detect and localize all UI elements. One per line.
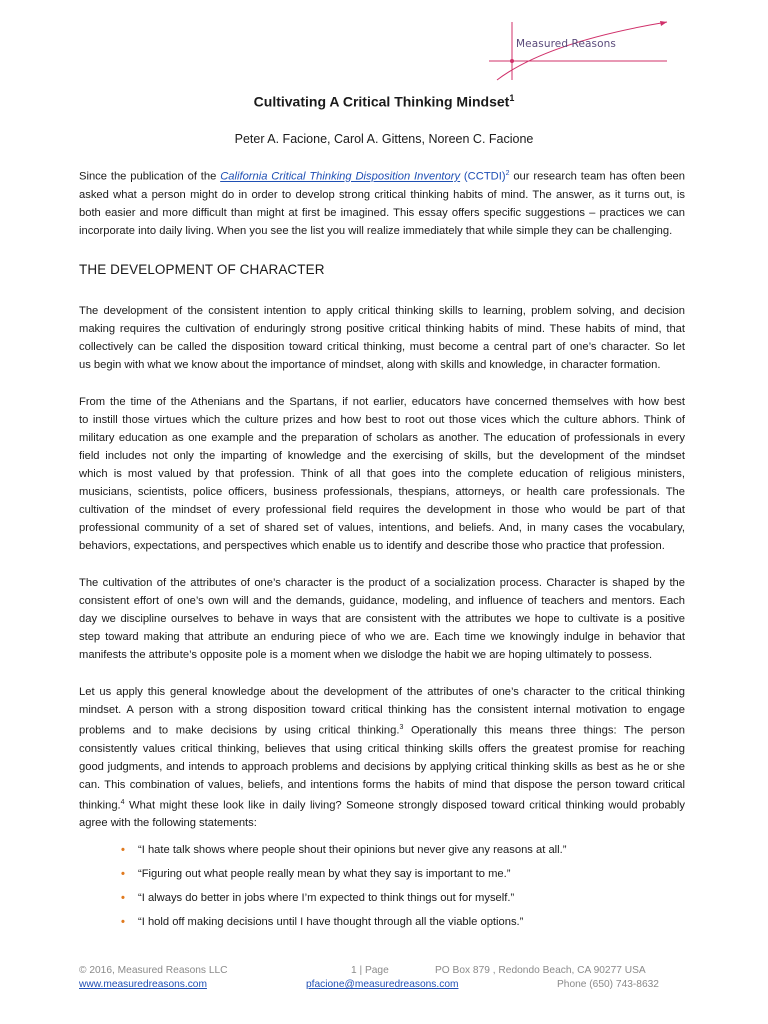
- bullet-icon: •: [121, 868, 125, 880]
- bullet-icon: •: [121, 892, 125, 904]
- intro-paragraph: Since the publication of the California Critical Thinking Disposition Inventory (CCTDI)$^2$ our research team has often been asked what a person might do in order to develop strong critical thinking habits of mind. The answer, as it turns out, is both easier and more difficult than might at first be imagined. This essay offers specific suggestions – practices we can incorporate into daily living. When you see the list you will realize immediately that while simple they can be challenging.: [79, 170, 685, 237]
- section-heading: THE DEVELOPMENT OF CHARACTER: [79, 262, 325, 277]
- cctdi-link[interactable]: California Critical Thinking Disposition Inventory: [220, 170, 461, 183]
- bullet-icon: •: [121, 844, 125, 856]
- list-item: • “I hate talk shows where people shout their opinions but never give any reasons at all.”: [121, 838, 566, 862]
- statement-list: [121, 838, 566, 934]
- footer-address: PO Box 879 , Redondo Beach, CA 90277 USA: [435, 965, 646, 976]
- list-item: • “I always do better in jobs where I’m expected to think things out for myself.”: [121, 886, 566, 910]
- authors: Peter A. Facione, Carol A. Gittens, Noreen C. Facione: [234, 132, 534, 146]
- paragraph-4: Let us apply this general knowledge about the development of the attributes of one’s character to the critical thinking mindset. A person with a strong disposition toward critical thinking has the consistent internal motivation to engage problems and to make decisions by using critical thinking.$^3$ Operationally this means three things: The person consistently values critical thinking, believes that using critical thinking skills offers the greatest promise for reaching good judgments, and intends to approach problems and decisions by applying critical thinking skills as best as he or she can. This combination of values, beliefs, and intentions forms the habits of mind that dispose the person toward critical thinking.$^4$ What might these look like in daily living? Someone strongly disposed toward critical thinking would probably agree with the following statements:: [79, 686, 685, 830]
- paragraph-1: The development of the consistent intention to apply critical thinking skills to learning, problem solving, and decision making requires the cultivation of enduringly strong positive critical thinking habits of mind. These habits of mind, that collectively can be called the disposition toward critical thinking, must become a central part of one’s character. So let us begin with what we know about the importance of mindset, along with skills and knowledge, in character formation.: [79, 305, 685, 371]
- footer-page-number: 1 | Page: [351, 965, 389, 976]
- footer-copyright: © 2016, Measured Reasons LLC: [79, 965, 228, 976]
- list-item: • “Figuring out what people really mean by what they say is important to me.”: [121, 862, 566, 886]
- footer-website-link[interactable]: www.measuredreasons.com: [79, 979, 207, 990]
- footer-email-link[interactable]: pfacione@measuredreasons.com: [306, 979, 459, 990]
- document-title: Cultivating A Critical Thinking Mindset$^1$: [253, 93, 515, 110]
- logo-text: Measured Reasons: [516, 38, 616, 50]
- list-item: • “I hold off making decisions until I have thought through all the viable options.”: [121, 910, 566, 934]
- paragraph-2: From the time of the Athenians and the Spartans, if not earlier, educators have concerned themselves with how best to instill those virtues which the culture prizes and how best to root out those vices which the culture abhors. Think of military education as one example and the preparation of scholars as another. The education of professionals in every field includes not only the imparting of knowledge and the exercising of skills, but the development of the mindset which is most valued by that profession. Think of all that goes into the complete education of religious ministers, musicians, scientists, police officers, business professionals, thespians, attorneys, or health care professionals. The cultivation of the mindset of every professional field requires the development in those who would be part of that professional community of a set of shared set of values, intentions, and beliefs. And, in many cases the vocabulary, behaviors, expectations, and perspectives which enable us to identify and describe those who practice that profession.: [79, 396, 685, 552]
- footer-phone: Phone (650) 743-8632: [557, 979, 659, 990]
- paragraph-3: The cultivation of the attributes of one’s character is the product of a socialization process. Character is shaped by the consistent effort of one’s own will and the demands, guidance, modeling, and influence of teachers and mentors. Each day we discipline ourselves to behave in ways that are consistent with the attributes we hope to cultivate is a positive step toward making that attribute an enduring piece of who we are. Each time we knowingly indulge in behavior that manifests the attribute’s opposite pole is a moment when we dislodge the habit we are hoping ultimately to possess.: [79, 577, 685, 661]
- bullet-icon: •: [121, 916, 125, 928]
